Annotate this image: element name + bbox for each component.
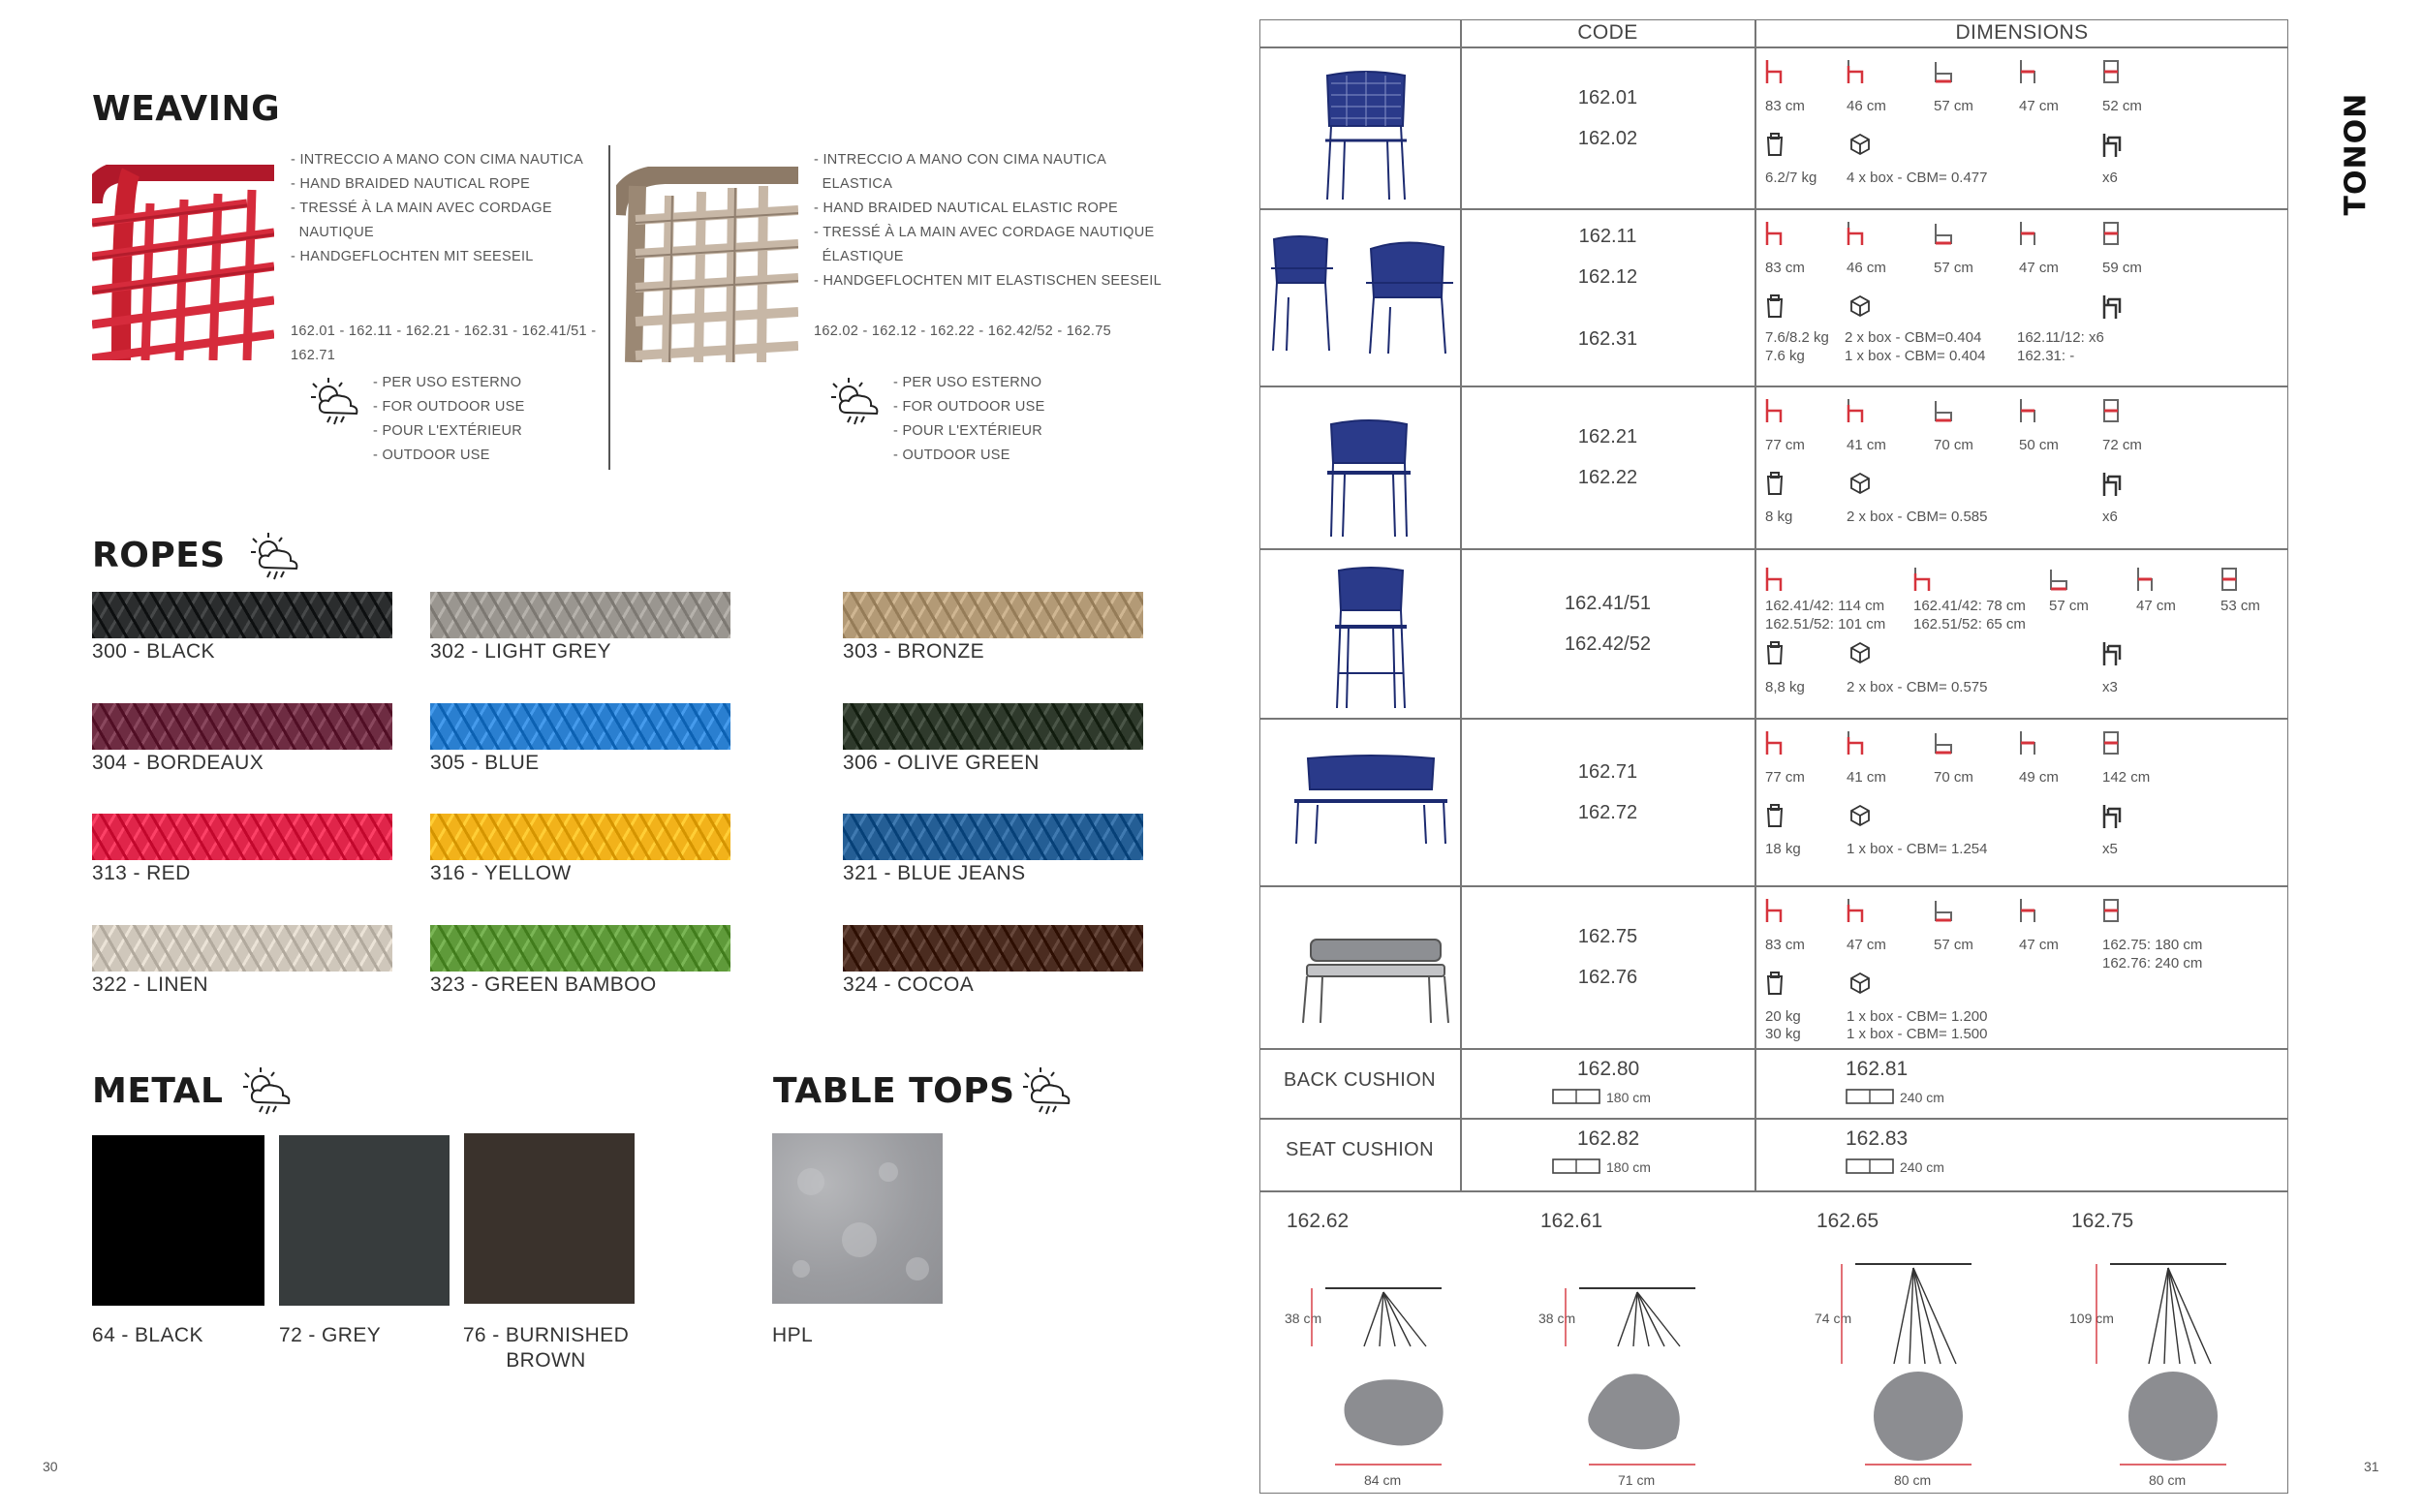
- dimension-value: 49 cm: [2019, 769, 2059, 786]
- box-value: 1 x box - CBM= 1.500: [1847, 1026, 1988, 1042]
- armrest-height-icon: [2017, 397, 2040, 429]
- dimension-value: 41 cm: [1847, 437, 1886, 453]
- depth-icon: [2047, 566, 2070, 598]
- red-line-5: - HANDGEFLOCHTEN MIT SEESEIL: [291, 249, 534, 264]
- red-codes-line-1: 162.01 - 162.11 - 162.21 - 162.31 - 162.41/51 -: [291, 324, 597, 339]
- dimension-value: 46 cm: [1847, 98, 1886, 114]
- cushion-code: 162.83: [1846, 1127, 1909, 1150]
- dimension-value: 83 cm: [1765, 98, 1805, 114]
- stack-value: 162.11/12: x6: [2017, 329, 2104, 346]
- depth-icon: [1932, 397, 1955, 429]
- red-weave-description: [291, 148, 583, 269]
- cushion-bench-illustration: [1293, 930, 1458, 1027]
- box-value: 4 x box - CBM= 0.477: [1847, 170, 1988, 186]
- cushion-icon: [1846, 1158, 1894, 1179]
- seat-height-icon: [1845, 897, 1868, 929]
- height-icon: [1763, 58, 1786, 90]
- dimension-value: 70 cm: [1934, 437, 1973, 453]
- cushion-icon: [1552, 1089, 1600, 1109]
- weight-value: 18 kg: [1765, 841, 1801, 857]
- dimension-value: 77 cm: [1765, 769, 1805, 786]
- weight-value: 8,8 kg: [1765, 679, 1805, 695]
- metal-label-grey: 72 - GREY: [279, 1324, 382, 1346]
- elastic-weave-photo: [616, 167, 798, 362]
- low-chair-illustration: [1325, 415, 1413, 540]
- box-icon: [1848, 640, 1872, 672]
- rope-swatch: [843, 814, 1143, 860]
- dimension-value: 57 cm: [1934, 98, 1973, 114]
- red-line-1: - INTRECCIO A MANO CON CIMA NAUTICA: [291, 152, 584, 168]
- dimension-value: 59 cm: [2102, 260, 2142, 276]
- dimension-value: 47 cm: [2136, 598, 2176, 614]
- elastic-line-3: - HAND BRAIDED NAUTICAL ELASTIC ROPE: [814, 201, 1119, 216]
- metal-swatch-grey: [279, 1135, 450, 1306]
- product-code: 162.76: [1577, 967, 1638, 988]
- product-code: 162.42/52: [1565, 633, 1651, 655]
- metal-label-black: 64 - BLACK: [92, 1324, 203, 1346]
- box-value: 1 x box - CBM= 0.404: [1845, 348, 1986, 364]
- chair-illustration: [1318, 68, 1414, 203]
- rope-label: 300 - BLACK: [92, 640, 215, 663]
- red-weave-photo: [92, 165, 274, 360]
- rope-swatch: [843, 592, 1143, 638]
- rope-swatch: [430, 703, 730, 750]
- page-number-left: 30: [43, 1459, 58, 1474]
- product-code: 162.71: [1577, 760, 1638, 783]
- rope-label: 316 - YELLOW: [430, 862, 572, 884]
- table-width: 80 cm: [1894, 1472, 1932, 1488]
- weaving-divider: [608, 145, 610, 470]
- header-dimensions: DIMENSIONS: [1955, 21, 2089, 44]
- depth-icon: [1932, 58, 1955, 90]
- dimension-value: 72 cm: [2102, 437, 2142, 453]
- elastic-weave-codes: 162.02 - 162.12 - 162.22 - 162.42/52 - 162.75: [814, 324, 1111, 339]
- stool-illustration: [1327, 567, 1414, 712]
- seat-height-icon: [1911, 566, 1935, 598]
- cushion-size: 240 cm: [1900, 1090, 1944, 1105]
- rope-swatch: [92, 703, 392, 750]
- width-icon: [2100, 220, 2124, 252]
- cushion-type-label: SEAT CUSHION: [1286, 1139, 1434, 1160]
- weight-icon: [1763, 132, 1786, 164]
- table-width: 71 cm: [1618, 1472, 1656, 1488]
- stack-value: x6: [2102, 509, 2118, 525]
- metal-label-brown-1: 76 - BURNISHED: [462, 1324, 630, 1346]
- rope-label: 304 - BORDEAUX: [92, 752, 264, 774]
- metal-swatch-brown: [464, 1133, 635, 1304]
- seat-height-icon: [1845, 220, 1868, 252]
- weight-value: 7.6 kg: [1765, 348, 1805, 364]
- armchair-illustration: [1269, 230, 1458, 355]
- table-tops-title: TABLE TOPS: [773, 1071, 1015, 1111]
- dimension-value: 162.75: 180 cm: [2102, 937, 2203, 953]
- rope-swatch: [843, 703, 1143, 750]
- dimension-value: 77 cm: [1765, 437, 1805, 453]
- seat-height-icon: [1845, 397, 1868, 429]
- dimension-value: 162.51/52: 65 cm: [1913, 616, 2026, 633]
- red-line-2: - HAND BRAIDED NAUTICAL ROPE: [291, 176, 531, 192]
- weight-value: 6.2/7 kg: [1765, 170, 1817, 186]
- product-code: 162.72: [1577, 801, 1638, 823]
- red-codes-line-2: 162.71: [291, 348, 336, 363]
- weight-value: 8 kg: [1765, 509, 1793, 525]
- table-height: 109 cm: [2069, 1311, 2114, 1326]
- width-icon: [2219, 566, 2242, 598]
- elastic-outdoor-1: - PER USO ESTERNO: [893, 375, 1042, 390]
- table-width: 84 cm: [1364, 1472, 1402, 1488]
- outdoor-weather-icon: [242, 531, 308, 590]
- rope-swatch: [92, 814, 392, 860]
- row-divider: [1259, 1118, 2288, 1120]
- height-icon: [1763, 397, 1786, 429]
- red-outdoor-4: - OUTDOOR USE: [373, 447, 490, 463]
- rope-label: 313 - RED: [92, 862, 191, 884]
- depth-icon: [1932, 729, 1955, 761]
- depth-icon: [1932, 220, 1955, 252]
- depth-icon: [1932, 897, 1955, 929]
- product-code: 162.75: [1577, 926, 1638, 947]
- metal-swatch-black: [92, 1135, 264, 1306]
- dimension-value: 47 cm: [2019, 98, 2059, 114]
- elastic-outdoor-3: - POUR L'EXTÉRIEUR: [893, 423, 1042, 439]
- product-code: 162.11: [1578, 226, 1637, 247]
- dimension-value: 53 cm: [2220, 598, 2260, 614]
- dimension-value: 57 cm: [2049, 598, 2089, 614]
- table-height: 38 cm: [1285, 1311, 1322, 1326]
- cushion-icon: [1846, 1089, 1894, 1109]
- box-value: 2 x box - CBM= 0.585: [1847, 509, 1988, 525]
- box-icon: [1848, 293, 1872, 325]
- table-illustration: [1325, 1240, 1461, 1477]
- dimension-value: 162.76: 240 cm: [2102, 955, 2203, 972]
- table-illustration: [1855, 1240, 1991, 1477]
- outdoor-weather-icon: [1017, 1065, 1077, 1125]
- row-divider: [1259, 208, 2288, 210]
- row-divider: [1259, 1048, 2288, 1050]
- row-divider: [1259, 885, 2288, 887]
- brand-logo: [2337, 92, 2375, 216]
- rope-swatch: [430, 814, 730, 860]
- elastic-weave-description: [814, 148, 1162, 293]
- weight-value: 20 kg: [1765, 1008, 1801, 1025]
- seat-height-icon: [1845, 58, 1868, 90]
- table-top-swatch-hpl: [772, 1133, 943, 1304]
- table-code: 162.61: [1540, 1210, 1603, 1232]
- dimension-value: 47 cm: [1847, 937, 1886, 953]
- red-line-3: - TRESSÉ À LA MAIN AVEC CORDAGE: [291, 201, 552, 216]
- outdoor-weather-icon: [237, 1065, 297, 1125]
- width-icon: [2100, 897, 2124, 929]
- header-code: CODE: [1577, 21, 1638, 44]
- elastic-line-6: - HANDGEFLOCHTEN MIT ELASTISCHEN SEESEIL: [814, 273, 1162, 289]
- red-line-4: NAUTIQUE: [291, 225, 374, 240]
- rope-swatch: [92, 925, 392, 972]
- armrest-height-icon: [2134, 566, 2158, 598]
- box-value: 1 x box - CBM= 1.200: [1847, 1008, 1988, 1025]
- page-number-right: 31: [2364, 1459, 2379, 1474]
- cushion-code: 162.81: [1846, 1058, 1909, 1080]
- rope-swatch: [843, 925, 1143, 972]
- outdoor-weather-icon: [825, 376, 885, 435]
- col-divider: [1754, 19, 1756, 1191]
- armrest-height-icon: [2017, 220, 2040, 252]
- stackable-icon: [2100, 471, 2124, 503]
- row-divider: [1259, 46, 2288, 48]
- product-code: 162.01: [1577, 86, 1638, 108]
- dimension-value: 52 cm: [2102, 98, 2142, 114]
- width-icon: [2100, 58, 2124, 90]
- dimension-value: 162.51/52: 101 cm: [1765, 616, 1886, 633]
- row-divider: [1259, 1190, 2288, 1192]
- width-icon: [2100, 729, 2124, 761]
- table-top-label-hpl: HPL: [772, 1324, 814, 1346]
- dimension-value: 162.41/42: 78 cm: [1913, 598, 2026, 614]
- dimension-value: 41 cm: [1847, 769, 1886, 786]
- weaving-title: WEAVING: [92, 89, 281, 129]
- box-value: 1 x box - CBM= 1.254: [1847, 841, 1988, 857]
- bench-illustration: [1289, 751, 1453, 848]
- stack-value: x5: [2102, 841, 2118, 857]
- row-divider: [1259, 548, 2288, 550]
- product-code: 162.21: [1577, 426, 1638, 447]
- red-weave-codes: [291, 320, 596, 368]
- elastic-line-4: - TRESSÉ À LA MAIN AVEC CORDAGE NAUTIQUE: [814, 225, 1155, 240]
- red-outdoor-3: - POUR L'EXTÉRIEUR: [373, 423, 522, 439]
- rope-label: 323 - GREEN BAMBOO: [430, 973, 657, 996]
- row-divider: [1259, 386, 2288, 387]
- dimension-value: 83 cm: [1765, 260, 1805, 276]
- elastic-outdoor-use: [893, 371, 1045, 468]
- cushion-size: 180 cm: [1606, 1090, 1651, 1105]
- cushion-size: 180 cm: [1606, 1159, 1651, 1175]
- weight-value: 7.6/8.2 kg: [1765, 329, 1829, 346]
- outdoor-weather-icon: [305, 376, 365, 435]
- dimension-value: 83 cm: [1765, 937, 1805, 953]
- dimension-value: 57 cm: [1934, 937, 1973, 953]
- stack-value: x3: [2102, 679, 2118, 695]
- dimension-value: 50 cm: [2019, 437, 2059, 453]
- table-height: 74 cm: [1815, 1311, 1852, 1326]
- ropes-title: ROPES: [92, 536, 226, 575]
- box-value: 2 x box - CBM=0.404: [1845, 329, 1982, 346]
- table-code: 162.62: [1287, 1210, 1350, 1232]
- elastic-line-5: ÉLASTIQUE: [814, 249, 904, 264]
- rope-swatch: [430, 592, 730, 638]
- elastic-line-2: ELASTICA: [814, 176, 893, 192]
- box-icon: [1848, 803, 1872, 835]
- weight-icon: [1763, 471, 1786, 503]
- metal-title: METAL: [92, 1071, 224, 1111]
- row-divider: [1259, 718, 2288, 720]
- armrest-height-icon: [2017, 58, 2040, 90]
- width-icon: [2100, 397, 2124, 429]
- elastic-line-1: - INTRECCIO A MANO CON CIMA NAUTICA: [814, 152, 1107, 168]
- table-height: 38 cm: [1538, 1311, 1576, 1326]
- rope-label: 324 - COCOA: [843, 973, 975, 996]
- rope-label: 302 - LIGHT GREY: [430, 640, 611, 663]
- armrest-height-icon: [2017, 729, 2040, 761]
- height-icon: [1763, 897, 1786, 929]
- table-code: 162.65: [1816, 1210, 1879, 1232]
- dimension-value: 57 cm: [1934, 260, 1973, 276]
- cushion-icon: [1552, 1158, 1600, 1179]
- weight-value: 30 kg: [1765, 1026, 1801, 1042]
- product-code: 162.22: [1577, 467, 1638, 488]
- elastic-outdoor-4: - OUTDOOR USE: [893, 447, 1010, 463]
- stackable-icon: [2100, 640, 2124, 672]
- rope-swatch: [92, 592, 392, 638]
- product-code: 162.41/51: [1565, 592, 1651, 614]
- rope-label: 306 - OLIVE GREEN: [843, 752, 1040, 774]
- table-illustration: [1579, 1240, 1715, 1477]
- dimension-value: 46 cm: [1847, 260, 1886, 276]
- weight-icon: [1763, 971, 1786, 1003]
- product-code: 162.31: [1577, 328, 1638, 350]
- weight-icon: [1763, 803, 1786, 835]
- dimension-value: 162.41/42: 114 cm: [1765, 598, 1885, 614]
- box-icon: [1848, 471, 1872, 503]
- dimension-value: 142 cm: [2102, 769, 2151, 786]
- height-icon: [1763, 566, 1786, 598]
- brand-logo-text: TONON: [2339, 92, 2374, 216]
- armrest-height-icon: [2017, 897, 2040, 929]
- stack-value: x6: [2102, 170, 2118, 186]
- height-icon: [1763, 729, 1786, 761]
- height-icon: [1763, 220, 1786, 252]
- cushion-code: 162.80: [1577, 1058, 1640, 1080]
- dimension-value: 47 cm: [2019, 260, 2059, 276]
- table-code: 162.75: [2071, 1210, 2134, 1232]
- box-value: 2 x box - CBM= 0.575: [1847, 679, 1988, 695]
- metal-label-brown-2: BROWN: [506, 1349, 586, 1372]
- stackable-icon: [2100, 132, 2124, 164]
- cushion-type-label: BACK CUSHION: [1283, 1069, 1437, 1091]
- cushion-size: 240 cm: [1900, 1159, 1944, 1175]
- table-width: 80 cm: [2149, 1472, 2187, 1488]
- box-icon: [1848, 132, 1872, 164]
- rope-label: 305 - BLUE: [430, 752, 540, 774]
- rope-label: 321 - BLUE JEANS: [843, 862, 1026, 884]
- rope-label: 303 - BRONZE: [843, 640, 985, 663]
- product-code: 162.12: [1577, 266, 1638, 288]
- metal-label-brown: [461, 1323, 631, 1373]
- seat-height-icon: [1845, 729, 1868, 761]
- rope-label: 322 - LINEN: [92, 973, 208, 996]
- dimension-value: 70 cm: [1934, 769, 1973, 786]
- stackable-icon: [2100, 293, 2124, 325]
- box-icon: [1848, 971, 1872, 1003]
- red-outdoor-use: [373, 371, 525, 468]
- rope-swatch: [430, 925, 730, 972]
- cushion-code: 162.82: [1577, 1127, 1640, 1150]
- table-illustration: [2110, 1240, 2246, 1477]
- stackable-icon: [2100, 803, 2124, 835]
- red-outdoor-2: - FOR OUTDOOR USE: [373, 399, 525, 415]
- elastic-outdoor-2: - FOR OUTDOOR USE: [893, 399, 1045, 415]
- weight-icon: [1763, 640, 1786, 672]
- product-code: 162.02: [1577, 127, 1638, 149]
- red-outdoor-1: - PER USO ESTERNO: [373, 375, 522, 390]
- dimension-value: 47 cm: [2019, 937, 2059, 953]
- stack-value: 162.31: -: [2017, 348, 2075, 364]
- weight-icon: [1763, 293, 1786, 325]
